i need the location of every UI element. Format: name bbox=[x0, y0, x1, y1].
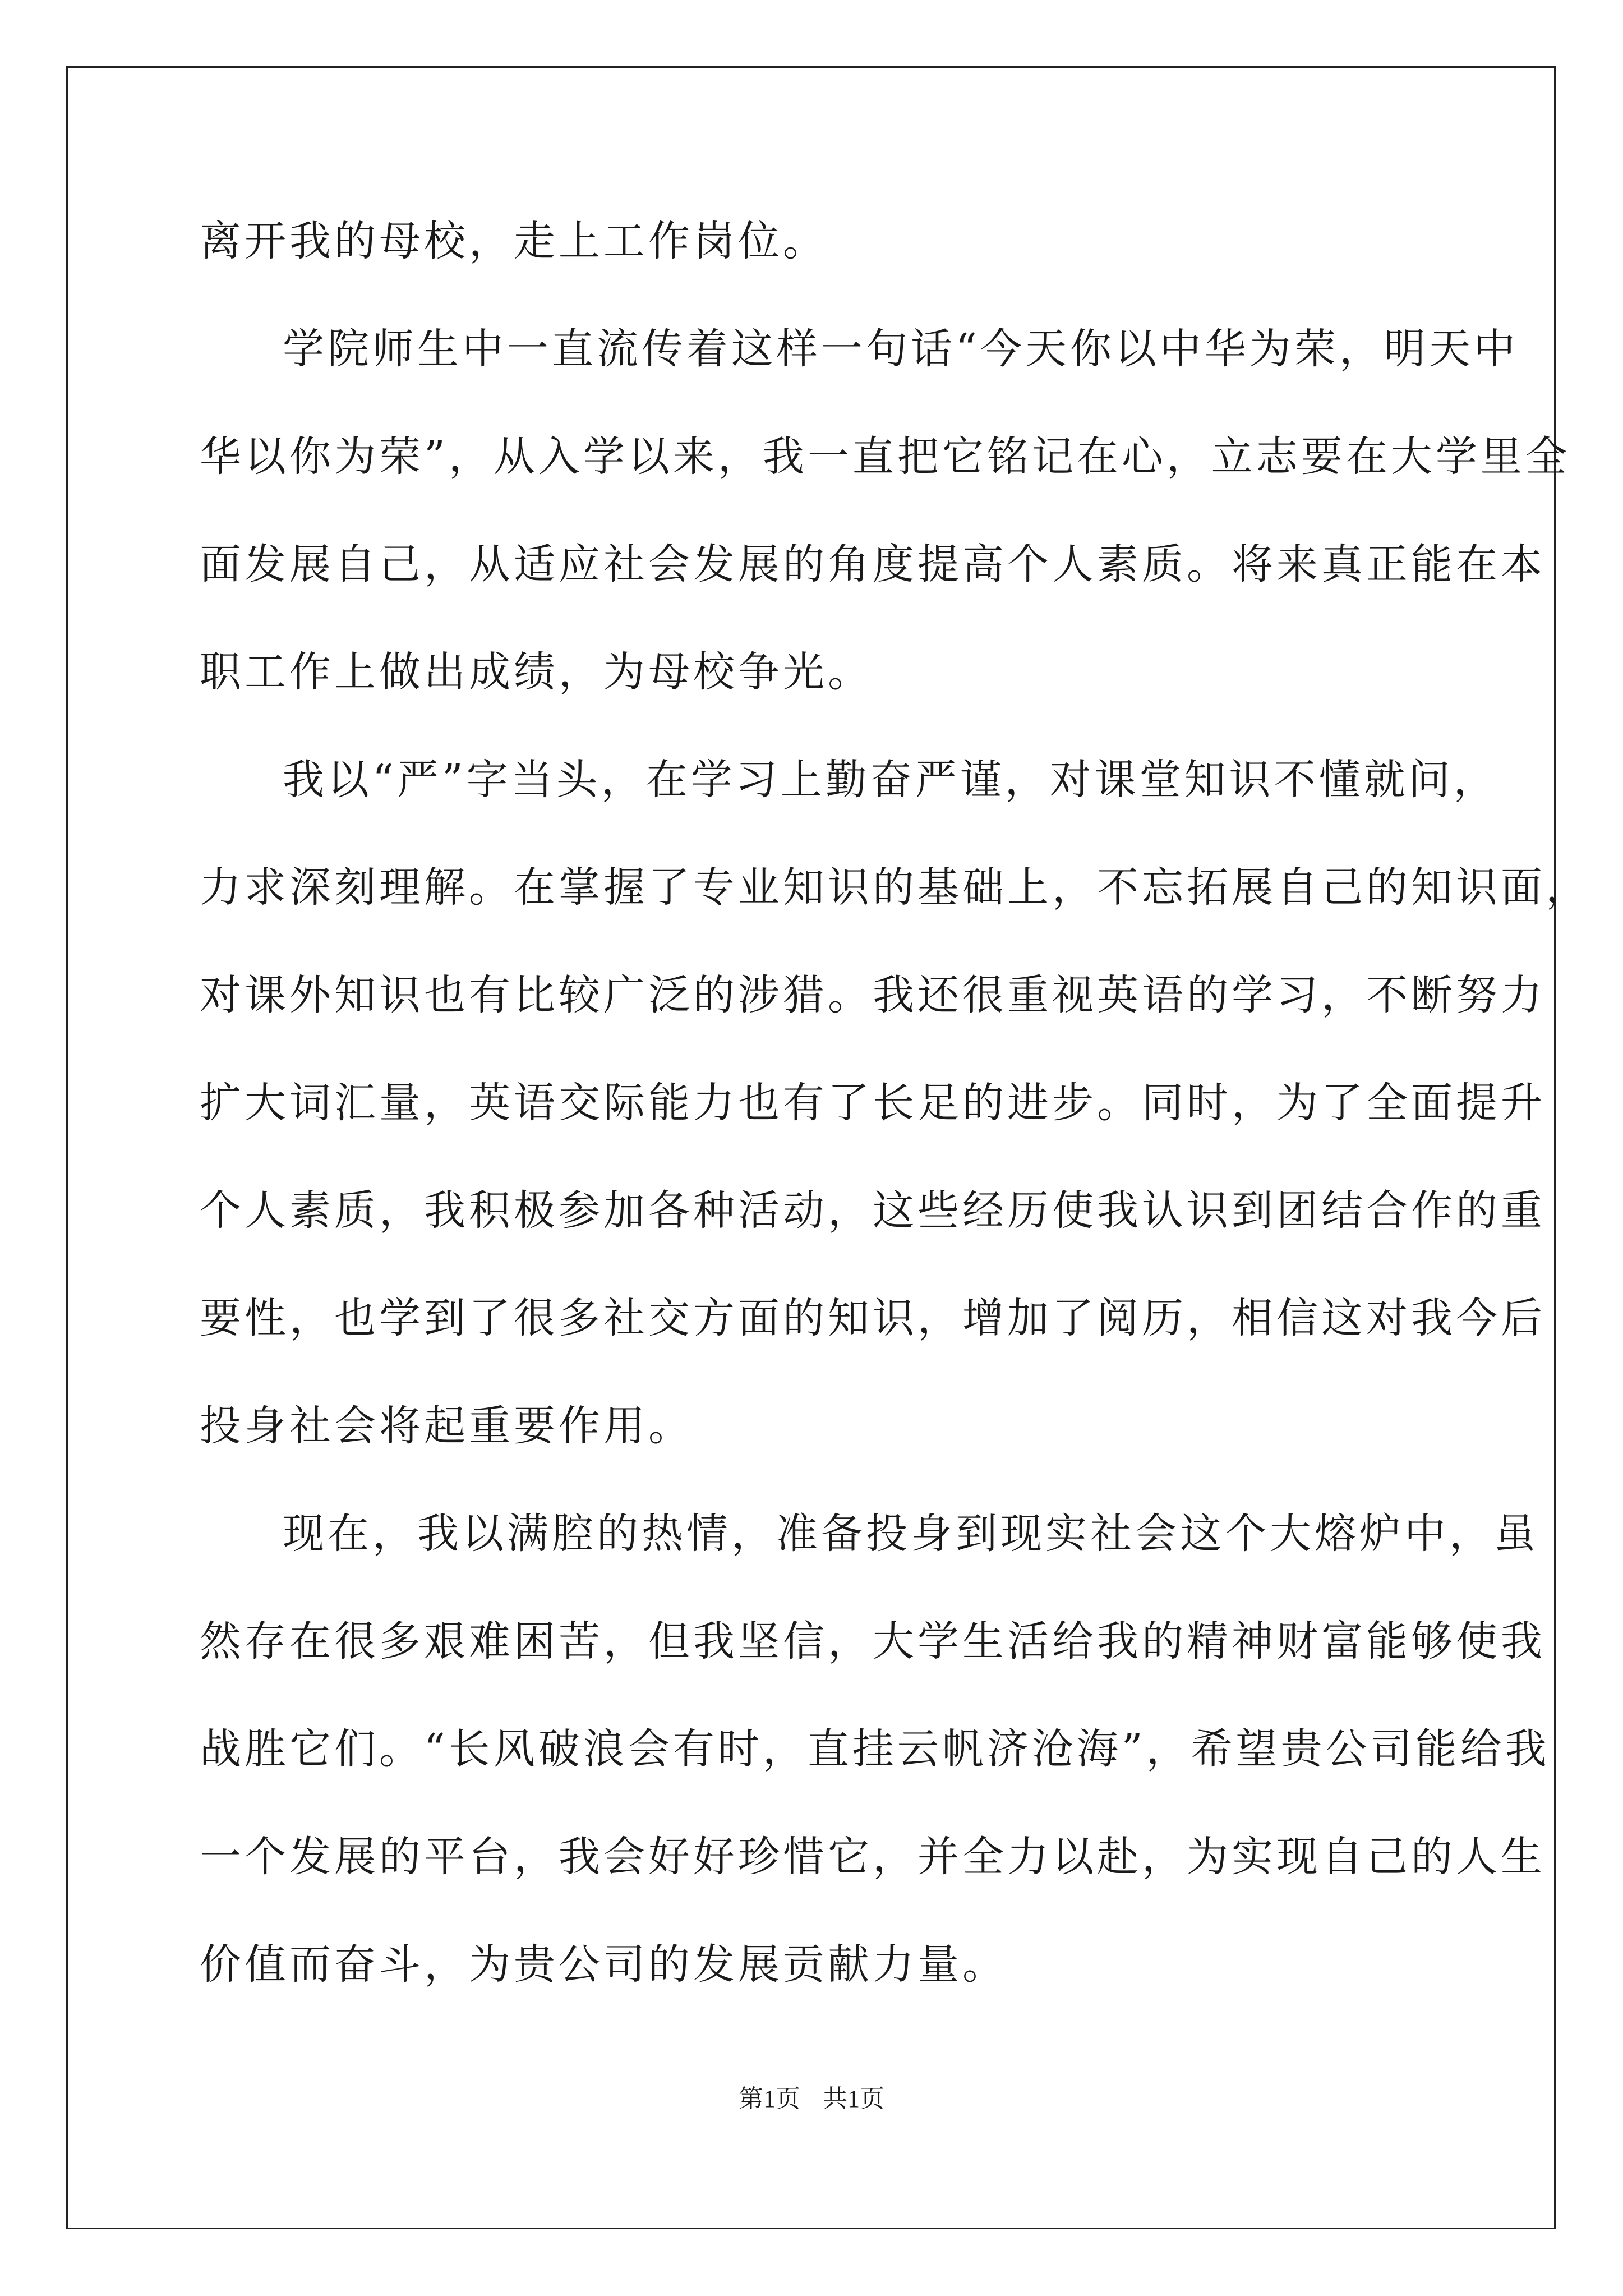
text-line: 华以你为荣”，从入学以来，我一直把它铭记在心，立志要在大学里全 bbox=[200, 432, 1570, 481]
text-line: 一个发展的平台，我会好好珍惜它，并全力以赴，为实现自己的人生 bbox=[200, 1833, 1546, 1881]
text-line: 现在，我以满腔的热情，准备投身到现实社会这个大熔炉中，虽 bbox=[283, 1510, 1539, 1558]
text-line: 价值而奋斗，为贵公司的发展贡献力量。 bbox=[200, 1940, 1007, 1989]
text-line: 对课外知识也有比较广泛的涉猎。我还很重视英语的学习，不断努力 bbox=[200, 971, 1546, 1019]
page-border bbox=[66, 66, 1556, 2229]
text-line: 扩大词汇量，英语交际能力也有了长足的进步。同时，为了全面提升 bbox=[200, 1079, 1546, 1127]
text-line: 职工作上做出成绩，为母校争光。 bbox=[200, 648, 873, 696]
text-line: 离开我的母校，走上工作岗位。 bbox=[200, 217, 828, 265]
page-footer bbox=[0, 2082, 1623, 2116]
text-line: 力求深刻理解。在掌握了专业知识的基础上，不忘拓展自己的知识面， bbox=[200, 863, 1590, 912]
text-line: 要性，也学到了很多社交方面的知识，增加了阅历，相信这对我今后 bbox=[200, 1294, 1546, 1342]
text-line: 个人素质，我积极参加各种活动，这些经历使我认识到团结合作的重 bbox=[200, 1186, 1546, 1235]
text-line: 投身社会将起重要作用。 bbox=[200, 1402, 693, 1450]
text-line: 学院师生中一直流传着这样一句话“今天你以中华为荣，明天中 bbox=[283, 325, 1519, 373]
text-line: 战胜它们。“长风破浪会有时，直挂云帆济沧海”，希望贵公司能给我 bbox=[200, 1725, 1550, 1773]
text-line: 我以“严”字当头，在学习上勤奋严谨，对课堂知识不懂就问， bbox=[283, 756, 1498, 804]
text-line: 然存在很多艰难困苦，但我坚信，大学生活给我的精神财富能够使我 bbox=[200, 1617, 1546, 1665]
page-total: 共1页 bbox=[823, 2085, 884, 2113]
page-number: 第1页 bbox=[739, 2085, 800, 2113]
text-line: 面发展自己，从适应社会发展的角度提高个人素质。将来真正能在本 bbox=[200, 540, 1546, 588]
